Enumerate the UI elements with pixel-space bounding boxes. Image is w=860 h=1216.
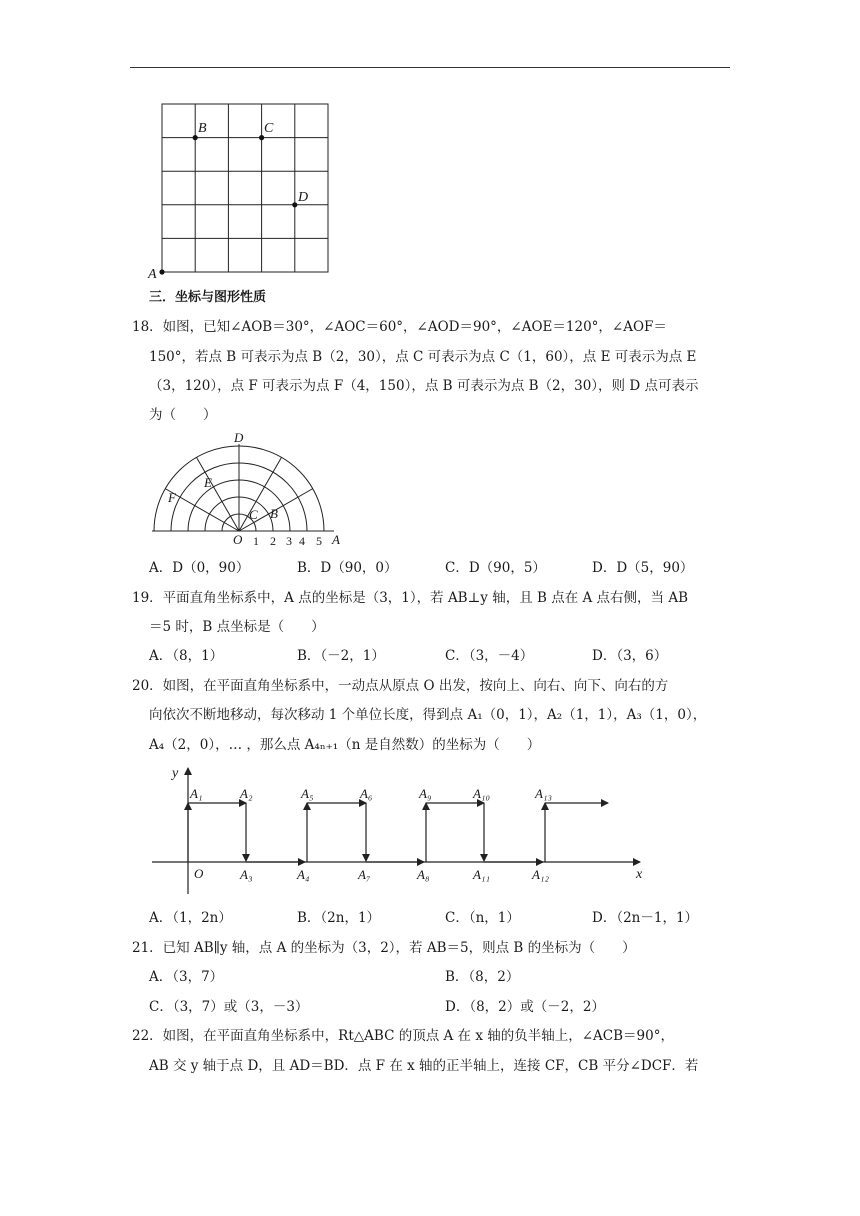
- polar-label-f: F: [168, 490, 176, 505]
- polar-label-e: E: [204, 475, 212, 490]
- polar-tick-1: 1: [253, 534, 259, 548]
- polar-tick-2: 2: [270, 534, 276, 548]
- grid-figure: [140, 96, 340, 286]
- label-a13: A₁₃: [535, 786, 552, 801]
- q21-line-1: 21．已知 AB∥y 轴，点 A 的坐标为（3，2），若 AB＝5，则点 B 的坐标为（ ）: [132, 940, 636, 956]
- movement-figure: [150, 762, 650, 902]
- label-a5: A₅: [301, 786, 314, 801]
- q18-option-d[interactable]: D．D（5，90）: [592, 560, 694, 576]
- q20-line-3: A₄（2，0），… ，那么点 A₄ₙ₊₁（n 是自然数）的坐标为（ ）: [149, 737, 541, 753]
- q18-line-3: （3，120），点 F 可表示为点 F（4，150），点 B 可表示为点 B（2，30），则 D 点可表示: [149, 378, 699, 394]
- q22-line-2: AB 交 y 轴于点 D，且 AD＝BD．点 F 在 x 轴的正半轴上，连接 CF，CB 平分∠DCF．若: [149, 1058, 699, 1074]
- q19-option-d[interactable]: D．（3，6）: [592, 648, 668, 664]
- q19-line-2: ＝5 时，B 点坐标是（ ）: [149, 619, 325, 635]
- q21-option-b[interactable]: B．（8，2）: [445, 969, 520, 985]
- q18-option-c[interactable]: C．D（90，5）: [445, 560, 546, 576]
- grid-point-a: [159, 269, 164, 274]
- polar-figure: [150, 432, 350, 550]
- q20-line-2: 向依次不断地移动，每次移动 1 个单位长度，得到点 A₁（0，1），A₂（1，1），A₃（1，0），: [149, 707, 707, 723]
- origin-label: O: [194, 866, 204, 881]
- q21-option-a[interactable]: A．（3，7）: [149, 969, 224, 985]
- q19-option-c[interactable]: C．（3，－4）: [445, 648, 534, 664]
- q18-line-2: 150°，若点 B 可表示为点 B（2，30），点 C 可表示为点 C（1，60），点 E 可表示为点 E: [149, 349, 697, 365]
- polar-label-o: O: [233, 532, 243, 547]
- q19-option-b[interactable]: B．（－2，1）: [297, 648, 385, 664]
- label-a6: A₆: [360, 786, 373, 801]
- q18-line-1: 18．如图，已知∠AOB＝30°，∠AOC＝60°，∠AOD＝90°，∠AOE＝120°，∠AOF＝: [132, 319, 667, 335]
- section-heading: 三．坐标与图形性质: [149, 290, 267, 305]
- label-a9: A₉: [419, 786, 432, 801]
- q22-line-1: 22．如图，在平面直角坐标系中，Rt△ABC 的顶点 A 在 x 轴的负半轴上，∠ACB＝90°，: [132, 1028, 674, 1044]
- q20-option-d[interactable]: D．（2n－1，1）: [592, 910, 699, 926]
- q20-option-b[interactable]: B．（2n，1）: [297, 910, 381, 926]
- label-a10: A₁₀: [473, 786, 490, 801]
- polar-label-a: A: [332, 532, 340, 547]
- q18-option-a[interactable]: A．D（0，90）: [149, 560, 250, 576]
- grid-label-a: A: [148, 267, 157, 282]
- polar-label-c: C: [249, 507, 258, 522]
- grid-label-b: B: [198, 121, 207, 136]
- label-a1: A₁: [190, 786, 203, 801]
- q19-option-a[interactable]: A．（8，1）: [149, 648, 224, 664]
- q21-option-d[interactable]: D．（8，2）或（－2，2）: [445, 999, 605, 1015]
- grid-label-c: C: [264, 121, 274, 136]
- grid-point-d: [292, 202, 297, 207]
- polar-tick-5: 5: [316, 534, 322, 548]
- q19-line-1: 19．平面直角坐标系中，A 点的坐标是（3，1），若 AB⊥y 轴，且 B 点在 A 点右侧，当 AB: [132, 590, 689, 606]
- axis-x-label: x: [636, 867, 643, 882]
- label-a12: A₁₂: [532, 867, 549, 882]
- axis-y-label: y: [172, 766, 179, 781]
- label-a7: A₇: [358, 867, 371, 882]
- label-a11: A₁₁: [473, 867, 490, 882]
- label-a4: A₄: [297, 867, 310, 882]
- q20-option-a[interactable]: A．（1，2n）: [149, 910, 232, 926]
- q20-option-c[interactable]: C．（n，1）: [445, 910, 520, 926]
- polar-tick-4: 4: [299, 534, 305, 548]
- polar-tick-3: 3: [286, 534, 292, 548]
- q20-line-1: 20．如图，在平面直角坐标系中，一动点从原点 O 出发，按向上、向右、向下、向右的方: [132, 678, 669, 694]
- q21-option-c[interactable]: C．（3，7）或（3，－3）: [149, 999, 309, 1015]
- label-a2: A₂: [240, 786, 253, 801]
- polar-label-d: D: [234, 430, 244, 445]
- q18-line-4: 为（ ）: [149, 407, 217, 423]
- header-rule: [130, 67, 730, 68]
- polar-label-b: B: [270, 506, 278, 521]
- grid-label-d: D: [298, 190, 309, 205]
- label-a8: A₈: [417, 867, 430, 882]
- q18-option-b[interactable]: B．D（90，0）: [297, 560, 398, 576]
- label-a3: A₃: [240, 867, 253, 882]
